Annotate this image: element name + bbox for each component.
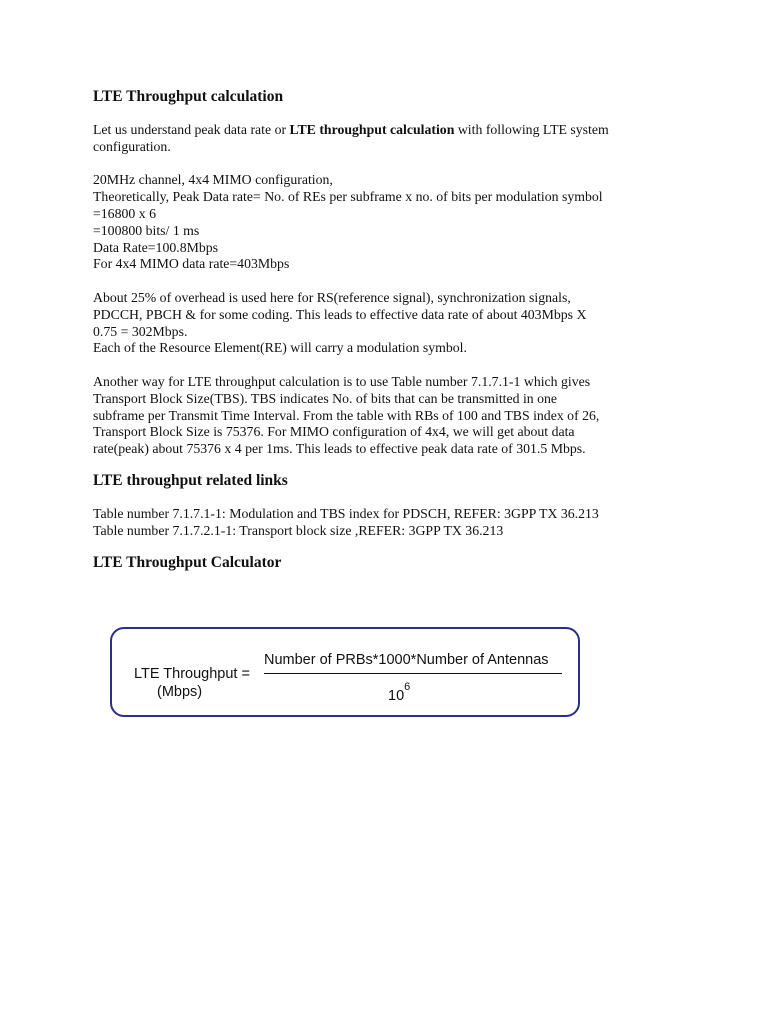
formula-denominator [388,681,411,704]
fraction-bar [264,673,562,674]
section-title-calculator: LTE Throughput Calculator [93,553,282,571]
throughput-formula-box [110,627,580,717]
overhead-paragraph [93,290,693,357]
tbs-paragraph [93,374,693,458]
calc-line: Theoretically, Peak Data rate= No. of REs per subframe x no. of bits per modulation symbol [93,189,603,205]
calc-line: =16800 x 6 [93,205,156,221]
section-title-throughput-calculation: LTE Throughput calculation [93,88,284,105]
denominator-exponent: 6 [404,681,411,693]
intro-suffix: with following LTE system [454,122,609,137]
links-list [93,506,693,540]
tbs-line: Another way for LTE throughput calculation is to use Table number 7.1.7.1-1 which gives [93,373,591,389]
overhead-line: PDCCH, PBCH & for some coding. This leads to effective data rate of about 403Mbps X [93,306,587,322]
formula-lhs-label: LTE Throughput = [134,666,250,682]
tbs-line: Transport Block Size(TBS). TBS indicates No. of bits that can be transmitted in one [93,390,558,406]
tbs-line: subframe per Transmit Time Interval. From the table with RBs of 100 and TBS index of 26, [93,407,600,423]
section-title-related-links: LTE throughput related links [93,471,288,489]
calc-line: Data Rate=100.8Mbps [93,239,219,255]
tbs-line: rate(peak) about 75376 x 4 per 1ms. This leads to effective peak data rate of 301.5 Mbps. [93,441,586,457]
intro-line-2: configuration. [93,138,171,154]
intro-bold-term: LTE throughput calculation [289,122,455,137]
overhead-line: Each of the Resource Element(RE) will carry a modulation symbol. [93,340,467,356]
overhead-line: 0.75 = 302Mbps. [93,323,188,339]
intro-paragraph [93,122,693,156]
list-item: Table number 7.1.7.2.1-1: Transport block size ,REFER: 3GPP TX 36.213 [93,522,504,538]
overhead-line: About 25% of overhead is used here for RS(reference signal), synchronization signals, [93,289,571,305]
intro-line-1 [93,122,693,139]
denominator-base: 10 [388,687,405,704]
calc-line: 20MHz channel, 4x4 MIMO configuration, [93,172,333,188]
list-item: Table number 7.1.7.1-1: Modulation and TBS index for PDSCH, REFER: 3GPP TX 36.213 [93,505,599,521]
calc-line: =100800 bits/ 1 ms [93,222,200,238]
document-page [93,86,693,574]
calc-paragraph [93,172,693,273]
formula-lhs-unit: (Mbps) [157,684,203,700]
calc-line: For 4x4 MIMO data rate=403Mbps [93,256,290,272]
tbs-line: Transport Block Size is 75376. For MIMO configuration of 4x4, we will get about data [93,424,575,440]
intro-prefix: Let us understand peak data rate or [93,122,290,137]
formula-numerator: Number of PRBs*1000*Number of Antennas [264,652,549,668]
